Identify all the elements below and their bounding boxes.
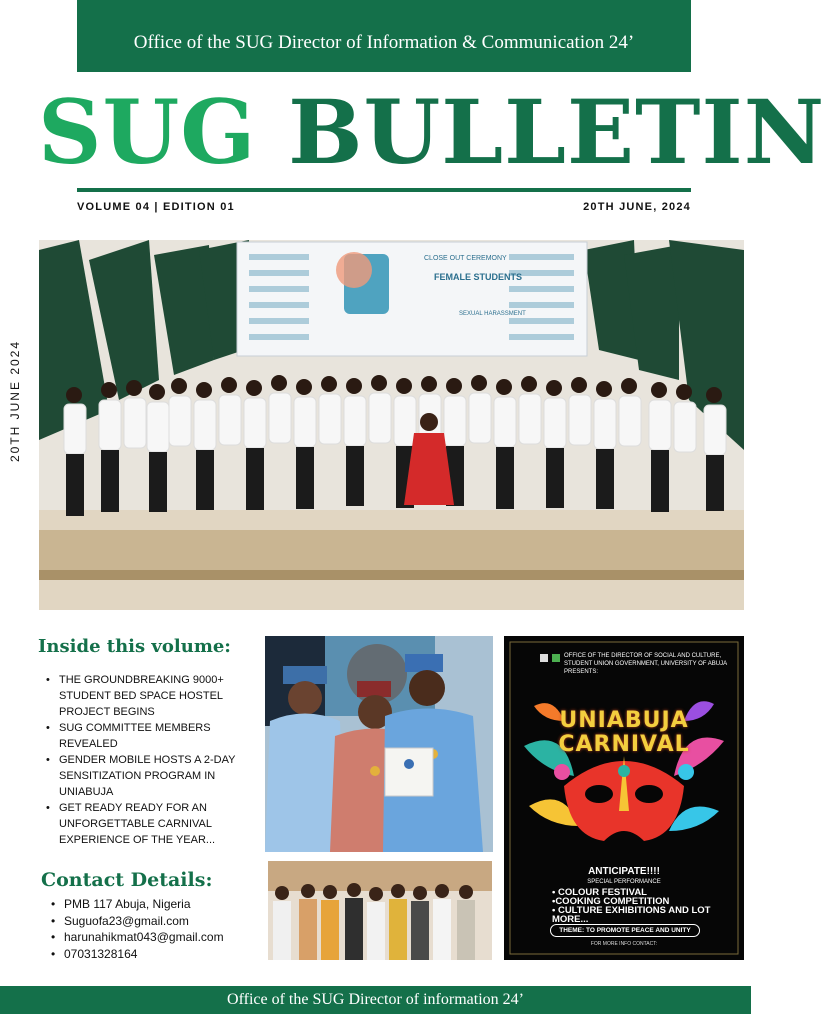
poster-acts-list [552,888,712,924]
masthead-title [38,80,825,184]
list-item: •COOKING COMPETITION [552,896,670,907]
office-banner-text: Office of the SUG Director of Information & Communication 24’ [133,32,635,53]
inside-volume-list [46,672,251,848]
contact-heading: Contact Details: [41,869,213,891]
poster-special-performance: SPECIAL PERFORMANCE [587,879,661,885]
contact-phone[interactable]: • 07031328164 [51,946,266,963]
poster-info: FOR MORE INFO CONTACT: [590,941,658,947]
issue-date: 20TH JUNE, 2024 [583,201,691,213]
contact-list [51,896,266,962]
masthead-word-sug: SUG [38,80,257,184]
list-item: • SUG COMMITTEE MEMBERS REVEALED [46,720,251,752]
hero-group-photo [39,240,744,610]
inside-volume-heading: Inside this volume: [38,636,231,657]
office-banner [77,0,691,72]
volume-edition: VOLUME 04 | EDITION 01 [77,201,235,213]
list-item: • GET READY READY FOR AN UNFORGETTABLE CARNIVAL EXPERIENCE OF THE YEAR... [46,800,251,848]
backdrop-text-2: FEMALE STUDENTS [434,272,523,282]
list-item: • COLOUR FESTIVAL [552,887,647,898]
list-item: • GENDER MOBILE HOSTS A 2-DAY SENSITIZATION PROGRAM IN UNIABUJA [46,752,251,800]
list-item: • THE GROUNDBREAKING 9000+ STUDENT BED SPACE HOSTEL PROJECT BEGINS [46,672,251,720]
backdrop-text-1: CLOSE OUT CEREMONY [424,255,507,262]
officials-photo-illustration [265,636,493,852]
contact-email-1[interactable]: • Suguofa23@gmail.com [51,913,266,930]
poster-header-text: OFFICE OF THE DIRECTOR OF SOCIAL AND CULTURE, STUDENT UNION GOVERNMENT, UNIVERSITY OF ABUJA PRESENTS: [564,653,727,675]
contact-email-2[interactable]: • harunahikmat043@gmail.com [51,929,266,946]
committee-group-photo [268,861,492,960]
masthead-divider [77,188,691,192]
contact-address: • PMB 117 Abuja, Nigeria [51,896,266,913]
issue-meta-row [77,201,691,217]
hero-photo-illustration [39,240,744,610]
footer-bar [0,986,751,1014]
list-item: • CULTURE EXHIBITIONS AND LOT MORE... [552,905,711,925]
committee-photo-illustration [268,861,492,960]
carnival-poster [504,636,744,960]
footer-label: Office of the SUG Director of information 24’ [227,991,524,1008]
poster-title-line1: UNIABUJA [559,708,689,733]
backdrop-text-3: SEXUAL HARASSMENT [459,311,526,317]
poster-title-line2: CARNIVAL [558,732,690,757]
poster-theme: THEME: TO PROMOTE PEACE AND UNITY [550,924,700,937]
masthead-word-bulletin: BULLETIN [288,80,825,184]
vertical-date: 20TH JUNE 2024 [8,339,22,463]
officials-photo [265,636,493,852]
poster-anticipate: ANTICIPATE!!!! [588,866,660,877]
